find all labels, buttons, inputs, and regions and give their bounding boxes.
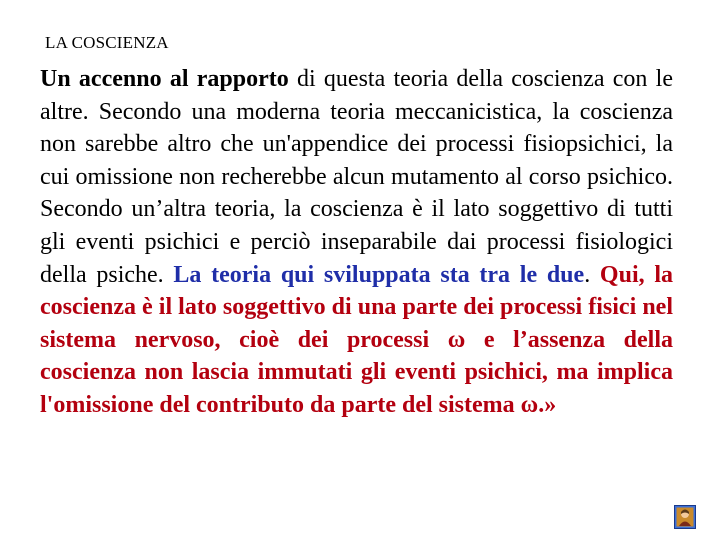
highlighted-red-text: Qui, la coscienza è il lato soggettivo di una parte dei processi fisici nel sistema nervoso, cioè dei processi ω e l’assenza della coscienza non lascia immutati gli eventi psichici, ma implica l'omissione del contributo da parte del sistema ω.» (40, 261, 673, 418)
main-paragraph (40, 63, 673, 422)
page-title: LA COSCIENZA (45, 33, 169, 52)
period-text: . (584, 261, 600, 288)
portrait-nav-icon[interactable] (674, 505, 696, 529)
lead-bold-text: Un accenno al rapporto (40, 66, 289, 92)
paragraph-text: di questa teoria della coscienza con le altre. Secondo una moderna teoria meccanicistica, la coscienza non sarebbe altro che un'appendice dei processi fisiopsichici, la cui omissione non recherebbe alcun mutamento al corso psichico. Secondo un’altra teoria, la coscienza è il lato soggettivo di tutti gli eventi psichici e perciò inseparabile dai processi fisiologici della psiche. (40, 66, 673, 288)
highlighted-blue-text: La teoria qui sviluppata sta tra le due (173, 261, 585, 288)
